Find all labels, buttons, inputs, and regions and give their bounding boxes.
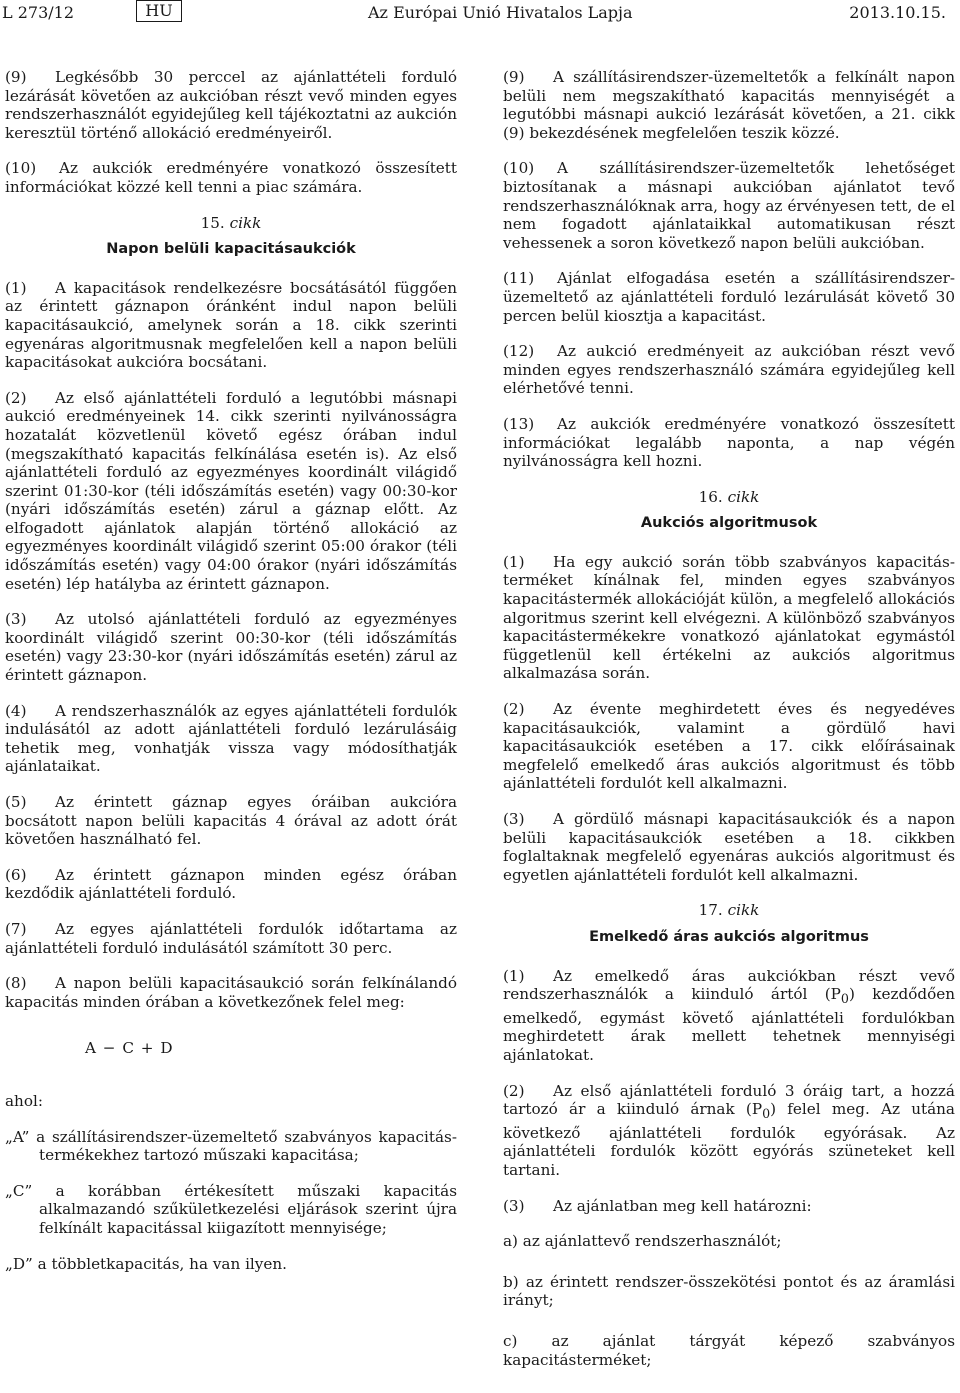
journal-title: Az Európai Unió Hivatalos Lapja xyxy=(368,3,633,22)
article-16-title: Aukciós algoritmusok xyxy=(640,515,818,532)
paragraph-15-13: (13) Az aukciók eredményére vonatkozó összesített információkat legalább naponta, a nap végén nyilvánosságra kell hozni. xyxy=(503,414,955,471)
paragraph-15-7: (7) Az egyes ajánlattételi fordulók időtartama az ajánlattételi forduló indulásától számított 30 perc. xyxy=(5,919,457,957)
paragraph-15-11: (11) Ajánlat elfogadása esetén a szállításirendszer-üzemeltető az ajánlattételi forduló lezárulását követő 30 percen belül kiosztja a kapacitást. xyxy=(503,269,955,325)
right-column xyxy=(503,68,955,1391)
paragraph-16-2: (2) Az évente meghirdetett éves és negyedéves kapacitásaukciók, valamint a gördülő havi kapacitásaukciók esetében a 17. cikk előírásainak megfelelő emelkedő áras aukciós algoritmust és több ajánlattételi fordulót kell alkalmazni. xyxy=(503,700,955,793)
list-item-c: c) az ajánlat tárgyát képező szabványos kapacitásterméket; xyxy=(503,1331,955,1369)
left-column xyxy=(5,68,457,1290)
article-17-title: Emelkedő áras aukciós algoritmus xyxy=(589,928,869,945)
list-item-b: b) az érintett rendszer-összekötési pontot és az áramlási irányt; xyxy=(503,1272,955,1310)
capacity-formula: A − C + D xyxy=(85,1039,174,1058)
paragraph-16-1: (1) Ha egy aukció során több szabványos kapacitásterméket kínálnak fel, minden egyes szabványos kapacitástermék allokációját külön, a megfelelő allokációs algoritmus szerint kell elvégezni. A különböző szabványos kapacitástermékekre vonatkozó ajánlatokat egymástól függetlenül kell értékelni az aukciós algoritmus alkalmazása során. xyxy=(503,552,955,683)
paragraph-16-3: (3) A gördülő másnapi kapacitásaukciók és a napon belüli kapacitásaukciók esetében a 18. cikkben foglaltaknak megfelelő egyenáras aukciós algoritmust és egyetlen ajánlattételi fordulót kell alkalmazni. xyxy=(503,810,955,884)
paragraph-15-4: (4) A rendszerhasználók az egyes ajánlattételi fordulók indulásától az adott ajánlattételi forduló lezárulásáig tehetik meg, vonhatják vissza vagy módosíthatják ajánlataikat. xyxy=(5,701,457,776)
paragraph-15-5: (5) Az érintett gáznap egyes óráiban aukcióra bocsátott napon belüli kapacitás 4 órával az adott órát követően használható fel. xyxy=(5,793,457,849)
paragraph-15-3: (3) Az utolsó ajánlattételi forduló az egyezményes koordinált világidő szerint 00:30-kor (téli időszámítás esetén) vagy 23:30-kor (nyári időszámítás esetén) zárul az érintett gáznapon. xyxy=(5,610,457,685)
where-label: ahol: xyxy=(5,1091,43,1110)
paragraph-17-3: (3) Az ajánlatban meg kell határozni: xyxy=(503,1196,812,1215)
article-17-number: 17. cikk xyxy=(698,901,760,920)
list-item-a: a) az ajánlattevő rendszerhasználót; xyxy=(503,1232,782,1251)
paragraph-15-2: (2) Az első ajánlattételi forduló a legutóbbi másnapi aukció eredményeinek 14. cikk szerinti nyilvánosságra hozatalát közvetlenül követő egész órában indul (megszakítható kapacitás felkínálása esetén is). Az első ajánlattételi forduló az egyezményes koordinált világidő szerint 01:30-kor (téli időszámítás esetén) vagy 00:30-kor (nyári időszámítás esetén) zárul a gáznap előtt. Az elfogadott ajánlatok alapján történő allokáció az egyezményes koordinált világidő szerint 05:00 órakor (téli időszámítás esetén) vagy 04:00 órakor (nyári időszámítás esetén) lép hatályba az érintett gáznapon. xyxy=(5,388,457,593)
definition-a: „A” a szállításirendszer-üzemeltető szabványos kapacitástermékekhez tartozó műszaki kapacitása; xyxy=(5,1127,457,1165)
publication-date: 2013.10.15. xyxy=(849,3,946,22)
paragraph-15-8: (8) A napon belüli kapacitásaukció során felkínálandó kapacitás minden órában a következőnek felel meg: xyxy=(5,974,457,1011)
paragraph-14-10: (10) Az aukciók eredményére vonatkozó összesített információkat közzé kell tenni a piac számára. xyxy=(5,159,457,196)
article-15-number: 15. cikk xyxy=(200,213,262,232)
article-16-number: 16. cikk xyxy=(698,487,760,506)
page-header xyxy=(0,0,960,26)
page-reference: L 273/12 xyxy=(2,3,74,22)
paragraph-15-1: (1) A kapacitások rendelkezésre bocsátásától függően az érintett gáznapon óránként indul napon belüli kapacitásaukció, amelynek során a 18. cikk szerinti egyenáras algoritmusnak megfelelően kell a napon belüli kapacitásokat aukcióra bocsátani. xyxy=(5,278,457,372)
paragraph-15-6: (6) Az érintett gáznapon minden egész órában kezdődik ajánlattételi forduló. xyxy=(5,865,457,903)
definition-c: „C” a korábban értékesített műszaki kapacitás alkalmazandó szűkületkezelési eljárások szerint újra felkínált kapacitással kiigazított mennyisége; xyxy=(5,1181,457,1237)
paragraph-15-10: (10) A szállításirendszer-üzemeltetők lehetőséget biztosítanak a másnapi aukcióban ajánlatot tevő rendszerhasználóknak arra, hogy az érvényesen tett, de el nem fogadott ajánlataikkal automatikusan részt vehessenek a soron következő napon belüli aukcióban. xyxy=(503,159,955,252)
paragraph-14-9: (9) Legkésőbb 30 perccel az ajánlattételi forduló lezárását követően az aukcióban részt vevő minden egyes rendszerhasználót egyidejűleg kell tájékoztatni az aukción keresztül történő allokáció eredményeiről. xyxy=(5,68,457,142)
paragraph-15-9: (9) A szállításirendszer-üzemeltetők a felkínált napon belüli nem megszakítható kapacitás mennyiségét a legutóbbi másnapi aukció lezárását követően, a 21. cikk (9) bekezdésének megfelelően teszik közzé. xyxy=(503,68,955,142)
definition-d: „D” a többletkapacitás, ha van ilyen. xyxy=(5,1254,287,1273)
paragraph-15-12: (12) Az aukció eredményeit az aukcióban részt vevő minden egyes rendszerhasználó számára egyidejűleg kell elérhetővé tenni. xyxy=(503,342,955,398)
language-badge: HU xyxy=(136,0,182,22)
article-15-title: Napon belüli kapacitásaukciók xyxy=(106,241,356,258)
paragraph-17-2: (2) Az első ajánlattételi forduló 3 óráig tart, a hozzá tartozó ár a kiinduló árnak $(P_0)$ felel meg. Az utána következő ajánlattételi fordulók egyórásak. Az ajánlattételi fordulók között egyórás szüneteket kell tartani. xyxy=(503,1081,955,1179)
paragraph-17-1: (1) Az emelkedő áras aukciókban részt vevő rendszerhasználók a kiinduló ártól $(P_0)$ kezdődően emelkedő, egymást követő ajánlattételi fordulókban meghirdetett árak mellett tehetnek mennyiségi ajánlatokat. xyxy=(503,966,955,1064)
